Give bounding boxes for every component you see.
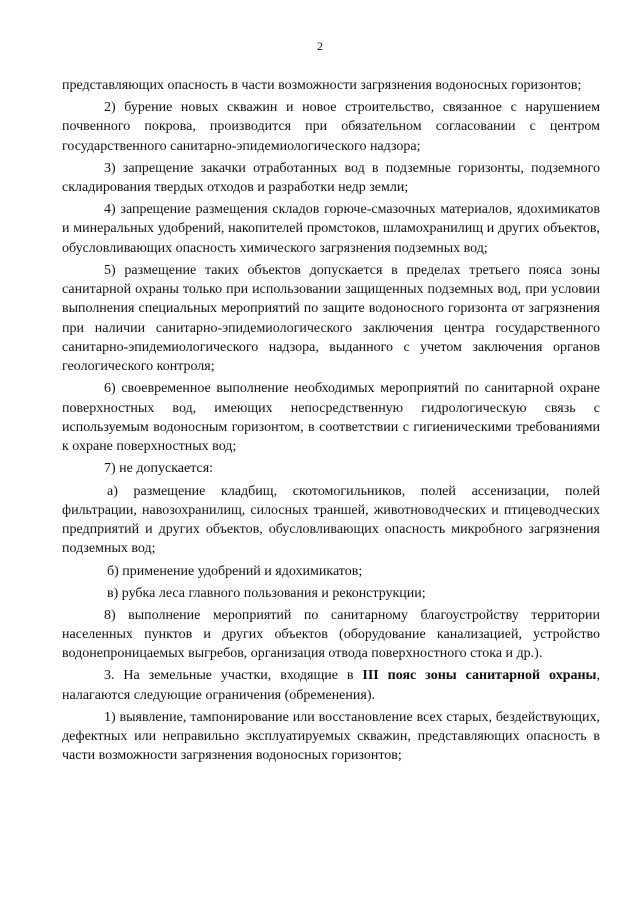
list-item-3: 3) запрещение закачки отработанных вод в подземные горизонты, подземного складирования твердых отходов и разработки недр земли; (62, 160, 600, 196)
page-number: 2 (317, 39, 323, 53)
list-item-4: 4) запрещение размещения складов горюче-смазочных материалов, ядохимикатов и минеральных удобрений, накопителей промстоков, шламохранилищ и других объектов, обусловливающих опасность химического загрязнения подземных вод; (62, 202, 600, 256)
list-item-2: 2) бурение новых скважин и новое строительство, связанное с нарушением почвенного покрова, производится при обязательном согласовании с центром государственного санитарно-эпидемиологического надзора; (62, 100, 600, 154)
list-item-8: 8) выполнение мероприятий по санитарному благоустройству территории населенных пунктов и других объектов (оборудование канализацией, устройство водонепроницаемых выгребов, организация отвода поверхностного стока и др.). (62, 607, 600, 662)
section-3-heading (62, 666, 600, 705)
sub-item-v: в) рубка леса главного пользования и реконструкции; (107, 585, 426, 601)
list-item-6: 6) своевременное выполнение необходимых мероприятий по санитарной охране поверхностных вод, имеющих непосредственную гидрологическую связь с используемым водоносным горизонтом, в соответствии с гигиеническими требованиями к охране поверхностных вод; (62, 381, 600, 455)
sub-item-b: б) применение удобрений и ядохимикатов; (107, 563, 363, 579)
paragraph-continuation: представляющих опасность в части возможности загрязнения водоносных горизонтов; (62, 78, 582, 93)
list-item-5: 5) размещение таких объектов допускается в пределах третьего пояса зоны санитарной охраны только при использовании защищенных подземных вод, при условии выполнения специальных мероприятий по защите водоносного горизонта от загрязнения при наличии санитарно-эпидемиологического заключения центра государственного санитарно-эпидемиологического надзора, выданного с учетом заключения органов геологического контроля; (62, 262, 600, 375)
document-body (62, 76, 600, 768)
section-3-text-start: 3. На земельные участки, входящие в (104, 668, 363, 684)
list-item-7: 7) не допускается: (104, 461, 214, 477)
section-3-bold-phrase: III пояс зоны санитарной охраны (362, 668, 597, 684)
sub-item-a: а) размещение кладбищ, скотомогильников, полей ассенизации, полей фильтрации, навозохранилищ, силосных траншей, животноводческих и птицеводческих предприятий и других объектов, обусловливающих опасность микробного загрязнения подземных вод; (62, 483, 600, 557)
section-3-item-1: 1) выявление, тампонирование или восстановление всех старых, бездействующих, дефектных или неправильно эксплуатируемых скважин, представляющих опасность в части возможности загрязнения водоносных горизонтов; (62, 709, 600, 764)
section-3-text-end: , налагаются следующие ограничения (обременения). (62, 668, 600, 703)
